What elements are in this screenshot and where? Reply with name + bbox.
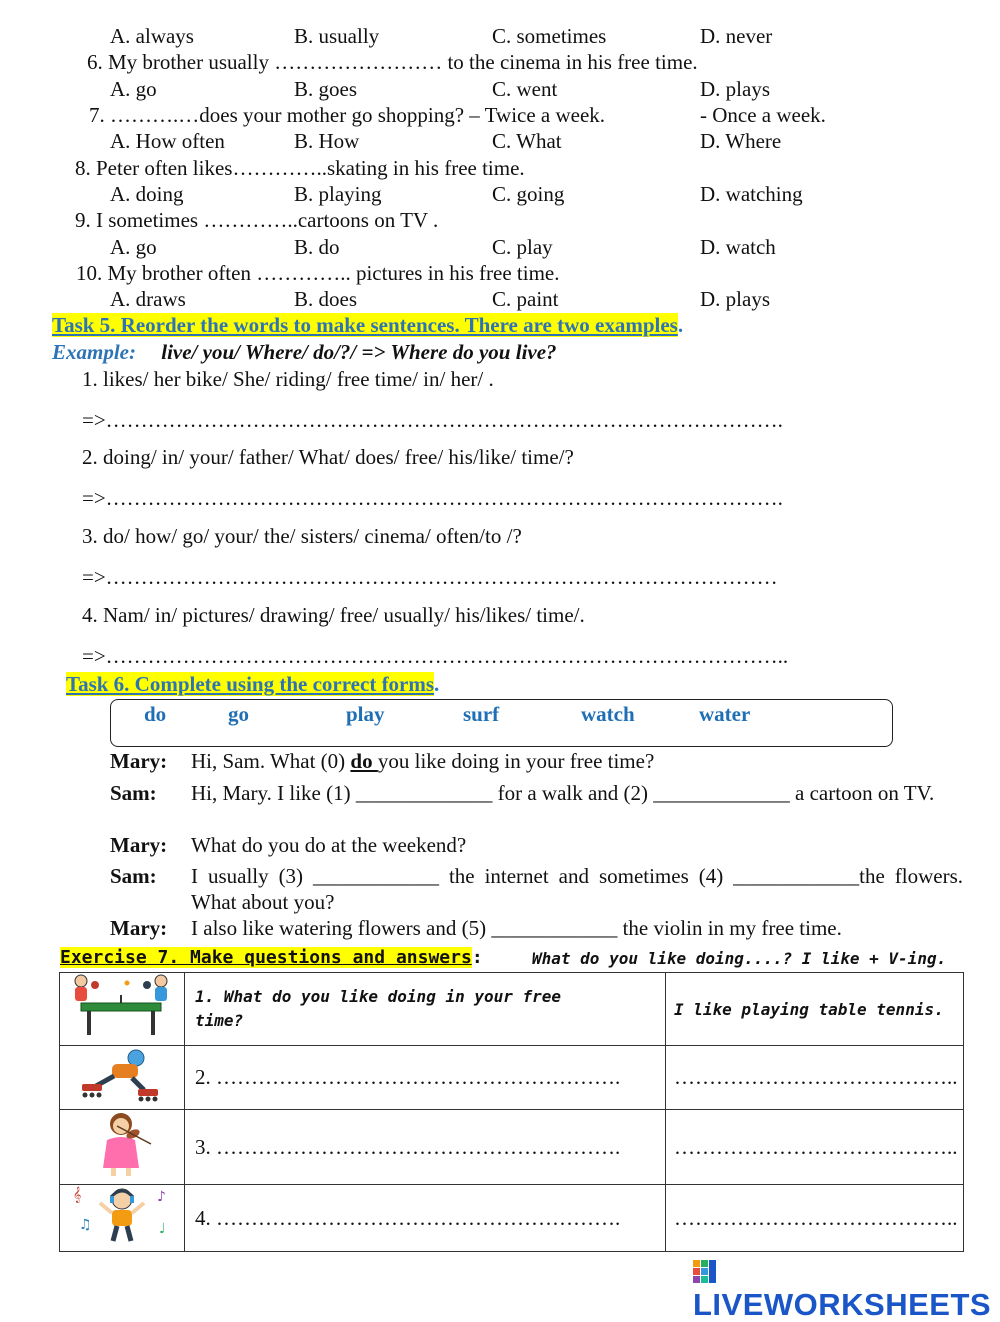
q9-stem: 9. I sometimes …………..cartoons on TV .	[75, 208, 439, 232]
q9-option-b: B. do	[294, 235, 340, 259]
dialogue-speaker: Mary:	[110, 916, 168, 940]
task5-answer-2[interactable]: =>…………………………………………………………………………………….	[82, 486, 783, 510]
q8-option-d: D. watching	[700, 182, 803, 206]
q5-option-a: A. always	[110, 24, 194, 48]
q5-option-d: D. never	[700, 24, 773, 48]
dialogue-speaker: Mary:	[110, 749, 168, 773]
table-row	[60, 1110, 964, 1185]
answer-3[interactable]: …………………………………..	[674, 1134, 958, 1159]
rollerblading-picture	[60, 1046, 185, 1110]
word-bank-item: surf	[463, 702, 500, 726]
task6-title-period: .	[434, 672, 440, 696]
svg-text:♫: ♫	[79, 1217, 92, 1233]
q5-option-c: C. sometimes	[492, 24, 607, 48]
question-cell	[185, 1110, 666, 1185]
q9-option-a: A. go	[110, 235, 157, 259]
question-4[interactable]: 4. ………………………………………………….	[195, 1205, 621, 1230]
question-cell	[185, 1046, 666, 1110]
answer-1: I like playing table tennis.	[674, 1000, 944, 1019]
answer-4[interactable]: …………………………………..	[674, 1205, 958, 1230]
svg-text:♩: ♩	[159, 1221, 166, 1237]
answer-cell	[666, 1185, 964, 1252]
task5-title-period: .	[677, 313, 684, 337]
task5-heading	[52, 312, 683, 338]
table-row	[60, 1046, 964, 1110]
word-bank-item: do	[144, 702, 167, 726]
word-bank-item: watch	[581, 702, 635, 726]
q6-option-c: C. went	[492, 77, 558, 101]
task5-example	[52, 339, 557, 365]
answer-cell	[666, 973, 964, 1046]
dialogue-line-3: I usually (3) ____________ the internet and sometimes (4) ____________the flowers. What about you?	[191, 864, 963, 914]
task5-answer-4[interactable]: =>……………………………………………………………………………………..	[82, 644, 789, 668]
q9-option-c: C. play	[492, 235, 553, 259]
task5-item-3: 3. do/ how/ go/ your/ the/ sisters/ cinema/ often/to /?	[82, 524, 522, 548]
task5-title: Task 5. Reorder the words to make sentences. There are two examples	[52, 313, 678, 337]
liveworksheets-icon	[693, 1260, 717, 1284]
q7-extra: - Once a week.	[700, 103, 826, 127]
q7-option-b: B. How	[294, 129, 360, 153]
q10-option-a: A. draws	[110, 287, 186, 311]
q10-option-c: C. paint	[492, 287, 559, 311]
violin-icon	[87, 1110, 157, 1178]
q10-stem: 10. My brother often ………….. pictures in his free time.	[76, 261, 560, 285]
task6-title: Task 6. Complete using the correct forms	[66, 672, 435, 696]
ex7-heading: Exercise 7. Make questions and answers:	[60, 947, 483, 968]
dialogue-line-0: Hi, Sam. What (0) do you like doing in your free time?	[191, 749, 655, 773]
q7-stem: 7. ……….…does your mother go shopping? – Twice a week.	[89, 103, 606, 127]
q6-option-b: B. goes	[294, 77, 357, 101]
dialogue-line-4: I also like watering flowers and (5) ____________ the violin in my free time.	[191, 916, 842, 940]
q6-option-a: A. go	[110, 77, 157, 101]
q9-option-d: D. watch	[700, 235, 776, 259]
ex7-table	[59, 972, 964, 1252]
example-text: live/ you/ Where/ do/?/ => Where do you live?	[161, 340, 557, 364]
word-bank-item: go	[228, 702, 249, 726]
example-label: Example:	[52, 340, 136, 364]
q5-option-b: B. usually	[294, 24, 380, 48]
q8-option-b: B. playing	[294, 182, 382, 206]
question-3[interactable]: 3. ………………………………………………….	[195, 1134, 621, 1159]
table-tennis-icon	[67, 973, 177, 1039]
dialogue-speaker: Sam:	[110, 781, 157, 805]
svg-text:♪: ♪	[157, 1189, 166, 1205]
q6-option-d: D. plays	[700, 77, 770, 101]
q7-option-d: D. Where	[700, 129, 782, 153]
dialogue-line-1: Hi, Mary. I like (1) _____________ for a walk and (2) _____________ a cartoon on TV.	[191, 781, 935, 805]
brand-text: LIVEWORKSHEETS	[693, 1287, 992, 1322]
q10-option-d: D. plays	[700, 287, 770, 311]
table-tennis-picture	[60, 973, 185, 1046]
dialogue-line-2: What do you do at the weekend?	[191, 833, 467, 857]
question-1: 1. What do you like doing in your free time?	[195, 987, 562, 1030]
example-answer: do	[350, 749, 378, 773]
word-bank-item: play	[346, 702, 385, 726]
violin-picture	[60, 1110, 185, 1185]
rollerblading-icon	[74, 1048, 170, 1102]
task5-item-2: 2. doing/ in/ your/ father/ What/ does/ free/ his/like/ time/?	[82, 445, 574, 469]
table-row	[60, 973, 964, 1046]
task6-heading	[66, 671, 439, 697]
task5-item-1: 1. likes/ her bike/ She/ riding/ free time/ in/ her/ .	[82, 367, 494, 391]
question-cell	[185, 973, 666, 1046]
question-2[interactable]: 2. ………………………………………………….	[195, 1065, 621, 1089]
q8-option-c: C. going	[492, 182, 565, 206]
music-picture	[60, 1185, 185, 1252]
word-bank-item: water	[699, 702, 751, 726]
q8-option-a: A. doing	[110, 182, 184, 206]
q6-stem: 6. My brother usually …………………… to the cinema in his free time.	[87, 50, 698, 74]
q10-option-b: B. does	[294, 287, 357, 311]
task5-item-4: 4. Nam/ in/ pictures/ drawing/ free/ usually/ his/likes/ time/.	[82, 603, 585, 627]
music-boy-icon	[67, 1185, 177, 1245]
answer-2[interactable]: …………………………………..	[674, 1065, 958, 1089]
task5-answer-3[interactable]: =>……………………………………………………………………………………	[82, 565, 778, 589]
question-cell	[185, 1185, 666, 1252]
ex7-title: Exercise 7. Make questions and answers	[60, 947, 472, 968]
answer-cell	[666, 1110, 964, 1185]
answer-cell	[666, 1046, 964, 1110]
q7-option-a: A. How often	[110, 129, 225, 153]
liveworksheets-logo	[693, 1254, 1000, 1322]
dialogue-speaker: Sam:	[110, 864, 157, 888]
table-row	[60, 1185, 964, 1252]
q8-stem: 8. Peter often likes…………..skating in his free time.	[75, 156, 525, 180]
q7-option-c: C. What	[492, 129, 562, 153]
ex7-hint: What do you like doing....? I like + V-ing.	[532, 949, 947, 968]
svg-text:𝄞: 𝄞	[73, 1187, 82, 1203]
dialogue-speaker: Mary:	[110, 833, 168, 857]
task5-answer-1[interactable]: =>…………………………………………………………………………………….	[82, 408, 783, 432]
